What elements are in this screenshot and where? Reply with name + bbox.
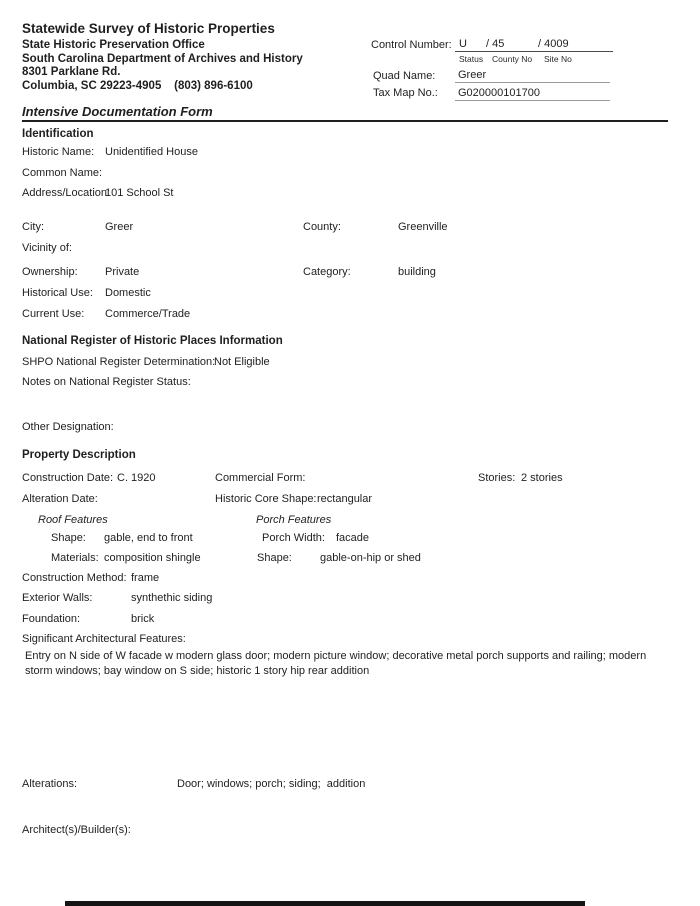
quad-name-label: Quad Name: xyxy=(373,70,436,82)
agency-street: 8301 Parklane Rd. xyxy=(22,66,121,78)
construction-date-label: Construction Date: xyxy=(22,472,114,484)
historic-name-value: Unidentified House xyxy=(105,146,198,158)
quad-name-underline xyxy=(455,82,610,83)
shpo-determination-label: SHPO National Register Determination: xyxy=(22,356,216,368)
nr-notes-label: Notes on National Register Status: xyxy=(22,376,191,388)
historical-use-label: Historical Use: xyxy=(22,287,93,299)
roof-features-heading: Roof Features xyxy=(38,514,108,526)
form-title-rule xyxy=(22,120,668,122)
city-label: City: xyxy=(22,221,44,233)
construction-method-value: frame xyxy=(131,572,160,584)
tax-map-label: Tax Map No.: xyxy=(373,87,438,99)
agency-office: State Historic Preservation Office xyxy=(22,39,205,51)
exterior-walls-label: Exterior Walls: xyxy=(22,592,93,604)
alterations-label: Alterations: xyxy=(22,778,78,790)
quad-name-value: Greer xyxy=(458,69,487,81)
alterations-value: Door; windows; porch; siding; addition xyxy=(177,778,366,790)
agency-city-phone: Columbia, SC 29223-4905 (803) 896-6100 xyxy=(22,80,253,92)
current-use-value: Commerce/Trade xyxy=(105,308,191,320)
control-county-value: / 45 xyxy=(486,38,505,50)
address-label: Address/Location: xyxy=(22,187,111,199)
vicinity-label: Vicinity of: xyxy=(22,242,72,254)
shpo-determination-value: Not Eligible xyxy=(214,356,270,368)
tax-map-underline xyxy=(455,100,610,101)
ownership-label: Ownership: xyxy=(22,266,78,278)
property-description-heading: Property Description xyxy=(22,449,136,461)
control-number-label: Control Number: xyxy=(371,39,452,51)
roof-materials-value: composition shingle xyxy=(104,552,201,564)
roof-shape-value: gable, end to front xyxy=(104,532,193,544)
exterior-walls-value: synthethic siding xyxy=(131,592,213,604)
commercial-form-label: Commercial Form: xyxy=(215,472,306,484)
county-label: County: xyxy=(303,221,341,233)
tax-map-value: G020000101700 xyxy=(458,87,540,99)
identification-heading: Identification xyxy=(22,128,94,140)
category-label: Category: xyxy=(303,266,351,278)
county-value: Greenville xyxy=(398,221,448,233)
roof-materials-label: Materials: xyxy=(51,552,99,564)
other-designation-label: Other Designation: xyxy=(22,421,114,433)
significant-features-label: Significant Architectural Features: xyxy=(22,633,186,645)
agency-department: South Carolina Department of Archives and History xyxy=(22,53,303,65)
porch-width-label: Porch Width: xyxy=(262,532,325,544)
category-value: building xyxy=(398,266,436,278)
control-county-sublabel: County No xyxy=(492,54,533,64)
historic-core-shape-label: Historic Core Shape: xyxy=(215,493,317,505)
control-site-value: / 4009 xyxy=(538,38,569,50)
construction-date-value: C. 1920 xyxy=(117,472,156,484)
control-status-sublabel: Status xyxy=(459,54,484,64)
roof-shape-label: Shape: xyxy=(51,532,86,544)
address-value: 101 School St xyxy=(105,187,174,199)
foundation-value: brick xyxy=(131,613,155,625)
historic-name-label: Historic Name: xyxy=(22,146,95,158)
historic-core-shape-value: rectangular xyxy=(317,493,373,505)
scan-artifact-bar xyxy=(65,901,585,906)
architects-label: Architect(s)/Builder(s): xyxy=(22,824,131,836)
form-title: Intensive Documentation Form xyxy=(22,104,213,119)
control-site-sublabel: Site No xyxy=(544,54,572,64)
stories-label: Stories: xyxy=(478,472,516,484)
porch-features-heading: Porch Features xyxy=(256,514,332,526)
common-name-label: Common Name: xyxy=(22,167,103,179)
porch-shape-value: gable-on-hip or shed xyxy=(320,552,421,564)
historical-use-value: Domestic xyxy=(105,287,151,299)
porch-width-value: facade xyxy=(336,532,370,544)
agency-title: Statewide Survey of Historic Properties xyxy=(22,21,275,36)
city-value: Greer xyxy=(105,221,134,233)
alteration-date-label: Alteration Date: xyxy=(22,493,98,505)
porch-shape-label: Shape: xyxy=(257,552,292,564)
construction-method-label: Construction Method: xyxy=(22,572,127,584)
significant-features-value: Entry on N side of W facade w modern glass door; modern picture window; decorative metal porch supports and railing; modern storm windows; bay window on S side; historic 1 story hip rear addition xyxy=(25,650,647,677)
foundation-label: Foundation: xyxy=(22,613,81,625)
control-status-value: U xyxy=(459,38,467,50)
current-use-label: Current Use: xyxy=(22,308,85,320)
national-register-heading: National Register of Historic Places Information xyxy=(22,335,283,347)
control-number-underline xyxy=(455,51,613,52)
ownership-value: Private xyxy=(105,266,140,278)
stories-value: 2 stories xyxy=(521,472,563,484)
